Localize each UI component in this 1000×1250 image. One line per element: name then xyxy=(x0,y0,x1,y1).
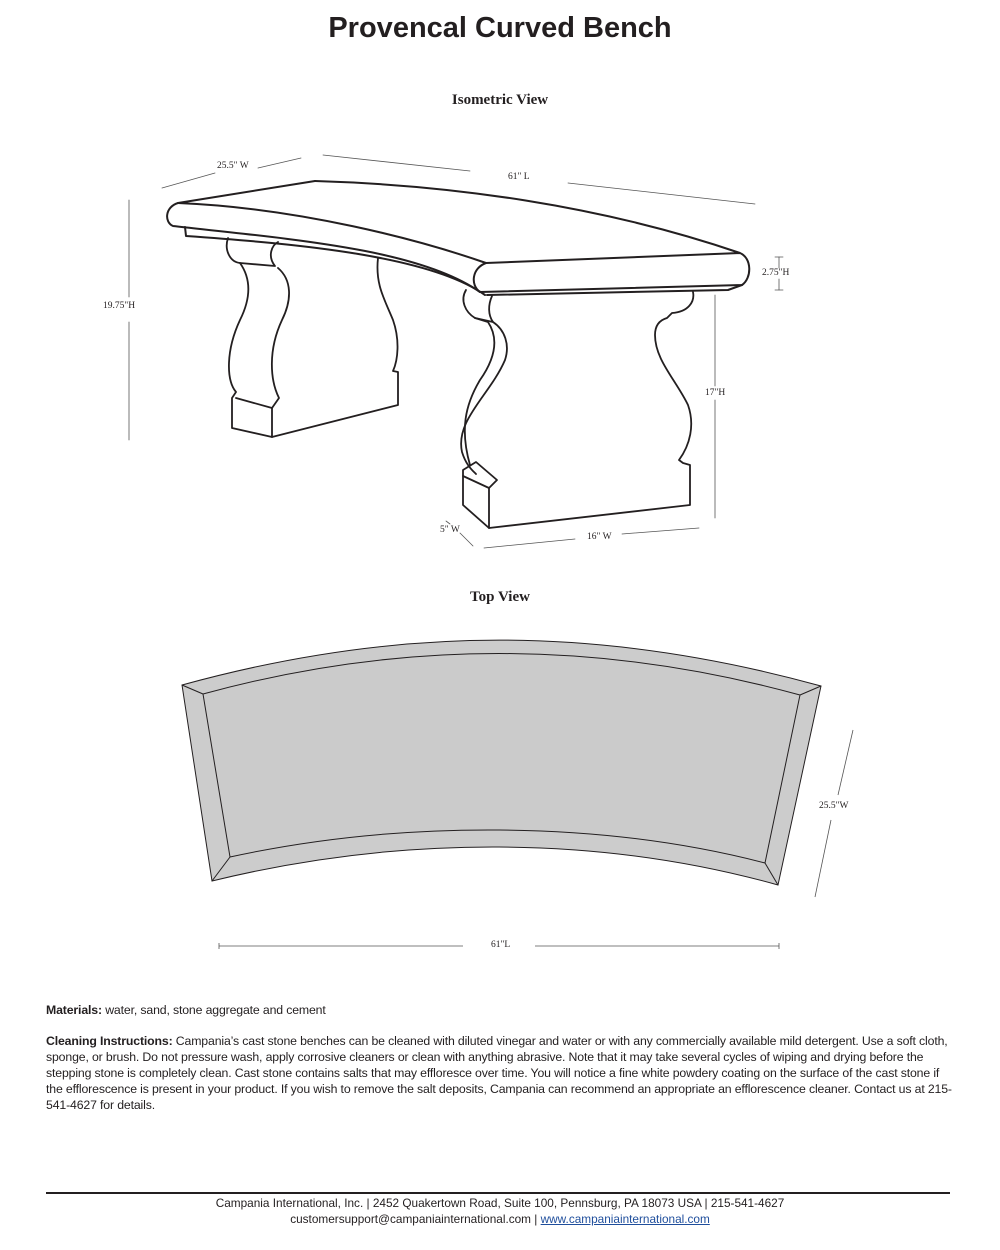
materials-section xyxy=(46,1002,956,1018)
isometric-view-heading: Isometric View xyxy=(451,92,549,108)
dim-seat-length: 61" L xyxy=(508,172,530,182)
materials-text: water, sand, stone aggregate and cement xyxy=(105,1003,326,1017)
dim-overall-height: 19.75"H xyxy=(103,301,136,311)
top-view-shape xyxy=(182,640,821,885)
footer-email[interactable]: customersupport@campaniainternational.com xyxy=(290,1212,532,1226)
footer-separator: | xyxy=(531,1212,541,1226)
materials-label: Materials: xyxy=(46,1003,102,1017)
dim-seat-thickness: 2.75"H xyxy=(762,268,790,278)
dim-leg-height: 17"H xyxy=(705,388,726,398)
dim-top-length: 61"L xyxy=(491,940,511,950)
top-view-heading: Top View xyxy=(470,589,530,605)
dim-top-width: 25.5"W xyxy=(819,801,849,811)
cleaning-label: Cleaning Instructions: xyxy=(46,1034,173,1048)
footer-address: Campania International, Inc. | 2452 Quakertown Road, Suite 100, Pennsburg, PA 18073 USA | 215-541-4627 xyxy=(215,1196,785,1210)
dim-seat-width: 25.5" W xyxy=(217,161,249,171)
footer-divider xyxy=(46,1192,950,1194)
dim-leg-width: 16" W xyxy=(587,532,612,542)
cleaning-section xyxy=(46,1033,956,1113)
footer-contact xyxy=(0,1212,1000,1226)
cleaning-text: Campania’s cast stone benches can be cleaned with diluted vinegar and water or with any commercially available mild detergent. Use a soft cloth, sponge, or brush. Do not pressure wash, apply corrosive cleaners or clean with anything abrasive. Note that it may take several cycles of wiping and drying before the stepping stone is completely clean. Cast stone contains salts that may effloresce over time. You will notice a fine white powdery coating on the surface of the cast stone if the efflorescence is present in your product. If you wish to remove the salt deposits, Campania can recommend an appropriate an efflorescence cleaner. Contact us at 215-541-4627 for details. xyxy=(46,1034,952,1112)
dim-leg-depth: 5" W xyxy=(440,525,460,535)
footer-website-link[interactable]: www.campaniainternational.com xyxy=(540,1212,710,1226)
page-title: Provencal Curved Bench xyxy=(328,12,672,44)
